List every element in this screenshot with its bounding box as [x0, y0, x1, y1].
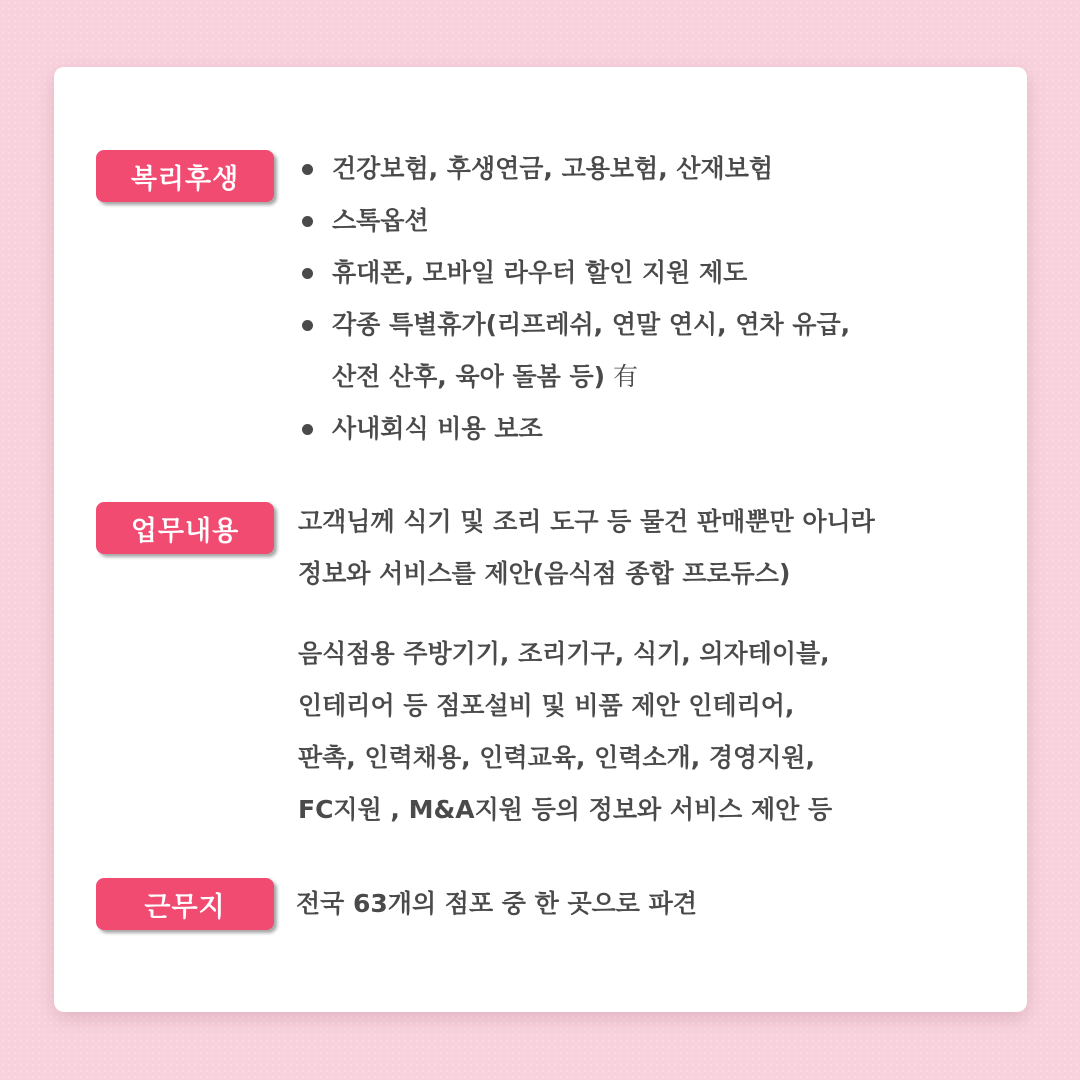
list-item [298, 247, 998, 299]
duties-line: FC지원 , M&A지원 등의 정보와 서비스 제안 등 [298, 795, 833, 824]
duties-line: 판촉, 인력채용, 인력교육, 인력소개, 경영지원, [298, 743, 816, 772]
benefit-suffix: 有 [605, 362, 639, 391]
duties-paragraph-2 [298, 628, 998, 836]
benefit-text: 스톡옵션 [332, 206, 429, 235]
duties-text [298, 496, 998, 836]
benefit-text: 각종 특별휴가(리프레쉬, 연말 연시, 연차 유급, [332, 310, 851, 339]
list-item [298, 299, 998, 403]
location-badge: 근무지 [96, 878, 274, 930]
benefit-text: 휴대폰, 모바일 라우터 할인 지원 제도 [332, 258, 748, 287]
benefits-list [298, 143, 998, 455]
benefit-text: 사내회식 비용 보조 [332, 414, 543, 443]
info-card [54, 67, 1027, 1012]
duties-badge: 업무내용 [96, 502, 274, 554]
duties-line: 고객님께 식기 및 조리 도구 등 물건 판매뿐만 아니라 [298, 507, 875, 536]
list-item [298, 143, 998, 195]
duties-line: 음식점용 주방기기, 조리기구, 식기, 의자테이블, [298, 639, 830, 668]
duties-line: 인테리어 등 점포설비 및 비품 제안 인테리어, [298, 691, 795, 720]
duties-paragraph-1 [298, 496, 998, 600]
list-item [298, 403, 998, 455]
benefit-text-continued: 산전 산후, 육아 돌봄 등) [332, 362, 606, 391]
list-item [298, 195, 998, 247]
benefits-badge: 복리후생 [96, 150, 274, 202]
location-text: 전국 63개의 점포 중 한 곳으로 파견 [296, 889, 697, 918]
duties-line: 정보와 서비스를 제안(음식점 종합 프로듀스) [298, 559, 791, 588]
benefits-list-wrap [298, 143, 998, 455]
benefit-text: 건강보험, 후생연금, 고용보험, 산재보험 [332, 154, 774, 183]
